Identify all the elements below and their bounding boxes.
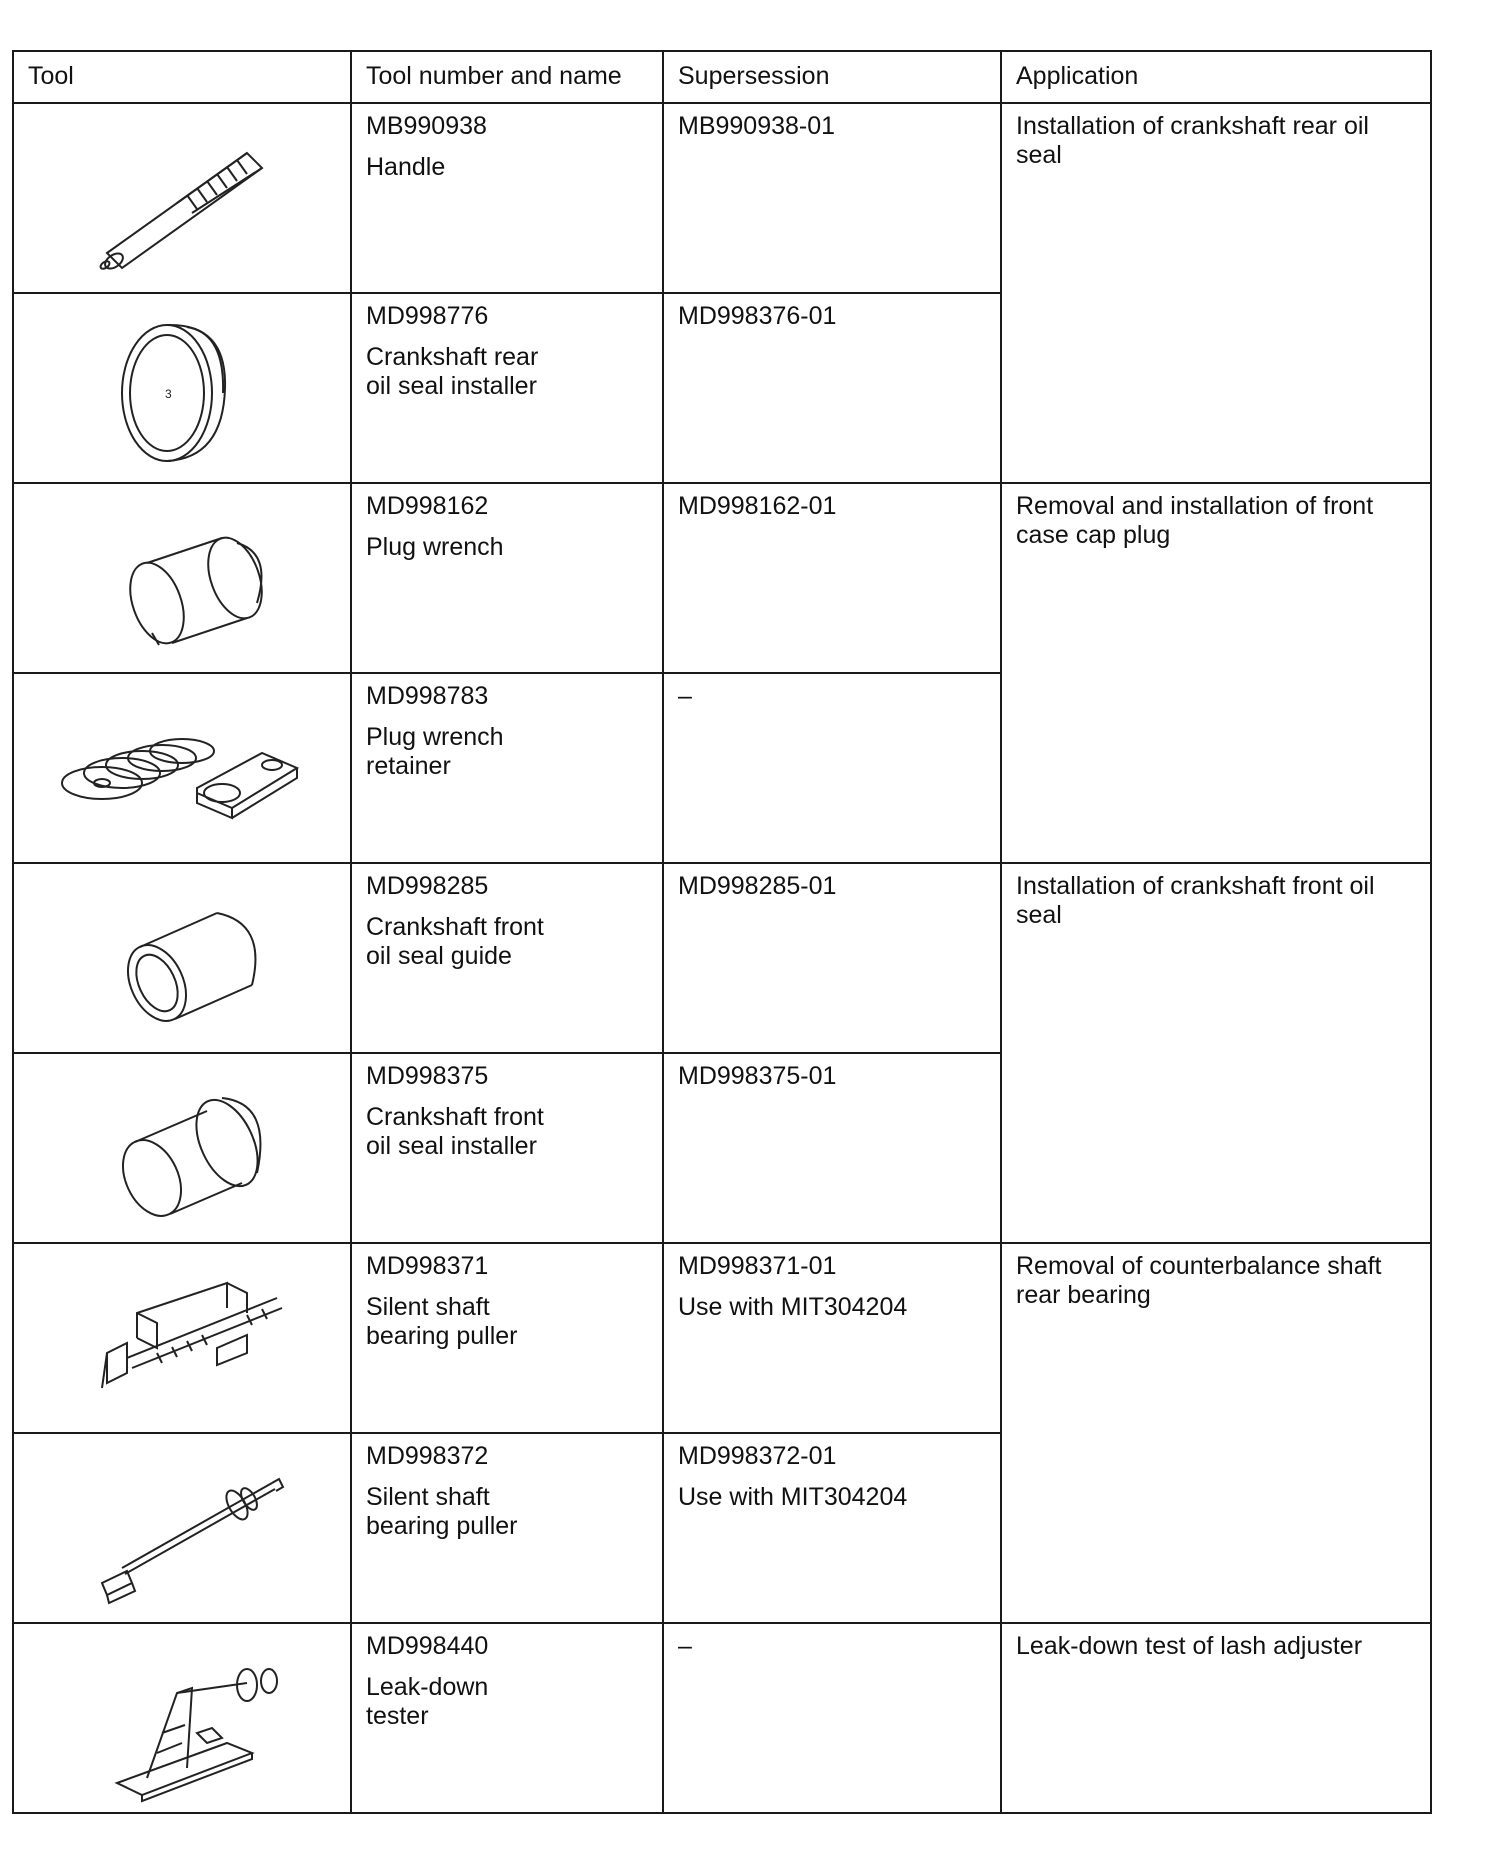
supersession-cell — [663, 483, 1001, 673]
tool-number-and-name-cell — [351, 1243, 663, 1433]
tool-name: Crankshaft front oil seal installer — [366, 1103, 544, 1160]
silent-shaft-bearing-puller-rod-icon — [47, 1443, 317, 1613]
table-row — [13, 1623, 1431, 1813]
tool-number-and-name-cell — [351, 1433, 663, 1623]
supersession-number: MD998372-01 — [678, 1442, 837, 1470]
tool-illustration-cell — [13, 863, 351, 1053]
tool-illustration-cell — [13, 1053, 351, 1243]
tool-illustration-cell — [13, 673, 351, 863]
header-tool-number-and-name: Tool number and name — [351, 51, 663, 103]
supersession-cell — [663, 1243, 1001, 1433]
tool-number-and-name-cell — [351, 673, 663, 863]
table-row — [13, 103, 1431, 293]
tool-number-and-name-cell — [351, 483, 663, 673]
tool-number: MD998440 — [366, 1632, 489, 1660]
supersession-number: – — [678, 1632, 692, 1660]
application-cell: Installation of crankshaft rear oil seal — [1001, 103, 1431, 483]
crankshaft-front-oil-seal-installer-icon — [47, 1063, 317, 1233]
silent-shaft-bearing-puller-icon — [47, 1253, 317, 1423]
supersession-note: Use with MIT304204 — [678, 1293, 908, 1321]
table-row — [13, 483, 1431, 673]
tool-name: Silent shaft bearing puller — [366, 1483, 518, 1540]
tool-name: Handle — [366, 153, 446, 181]
tool-illustration-cell — [13, 1623, 351, 1813]
tool-illustration-cell — [13, 1243, 351, 1433]
supersession-note: Use with MIT304204 — [678, 1483, 908, 1511]
supersession-cell — [663, 1623, 1001, 1813]
tool-number: MD998162 — [366, 492, 489, 520]
table-row — [13, 863, 1431, 1053]
tool-number-and-name-cell — [351, 863, 663, 1053]
supersession-number: MD998375-01 — [678, 1062, 837, 1090]
tool-name: Plug wrench retainer — [366, 723, 504, 780]
handle-tool-icon — [47, 113, 317, 283]
application-cell: Leak-down test of lash adjuster — [1001, 1623, 1431, 1813]
supersession-number: MD998376-01 — [678, 302, 837, 330]
supersession-number: MD998371-01 — [678, 1252, 837, 1280]
supersession-cell — [663, 1053, 1001, 1243]
supersession-cell — [663, 293, 1001, 483]
header-tool: Tool — [13, 51, 351, 103]
tool-illustration-cell — [13, 293, 351, 483]
tool-name: Leak-down tester — [366, 1673, 489, 1730]
special-tools-table — [12, 50, 1432, 1814]
table-row — [13, 1243, 1431, 1433]
tool-name: Crankshaft front oil seal guide — [366, 913, 544, 970]
supersession-number: MD998162-01 — [678, 492, 837, 520]
supersession-cell — [663, 103, 1001, 293]
tool-number-and-name-cell — [351, 1053, 663, 1243]
tool-number: MD998285 — [366, 872, 489, 900]
tool-number-and-name-cell — [351, 1623, 663, 1813]
crankshaft-rear-oil-seal-installer-icon — [47, 303, 317, 473]
tool-number: MD998783 — [366, 682, 489, 710]
tool-number: MB990938 — [366, 112, 487, 140]
tool-illustration-cell — [13, 483, 351, 673]
application-cell: Removal and installation of front case cap plug — [1001, 483, 1431, 863]
tool-illustration-cell — [13, 103, 351, 293]
plug-wrench-icon — [47, 493, 317, 663]
tool-name: Crankshaft rear oil seal installer — [366, 343, 539, 400]
supersession-number: – — [678, 682, 692, 710]
application-cell: Installation of crankshaft front oil seal — [1001, 863, 1431, 1243]
svg-text:3: 3 — [165, 387, 172, 401]
supersession-number: MD998285-01 — [678, 872, 837, 900]
tool-number: MD998375 — [366, 1062, 489, 1090]
tool-number-and-name-cell — [351, 293, 663, 483]
crankshaft-front-oil-seal-guide-icon — [47, 873, 317, 1043]
table-header-row — [13, 51, 1431, 103]
special-tools-table-container — [12, 50, 1430, 1814]
supersession-number: MB990938-01 — [678, 112, 836, 140]
tool-number-and-name-cell — [351, 103, 663, 293]
tool-number: MD998776 — [366, 302, 489, 330]
supersession-cell — [663, 673, 1001, 863]
header-application: Application — [1001, 51, 1431, 103]
leak-down-tester-icon — [47, 1633, 317, 1803]
header-supersession: Supersession — [663, 51, 1001, 103]
plug-wrench-retainer-icon — [47, 683, 317, 853]
tool-number: MD998371 — [366, 1252, 489, 1280]
tool-name: Plug wrench — [366, 533, 504, 561]
tool-number: MD998372 — [366, 1442, 489, 1470]
tool-name: Silent shaft bearing puller — [366, 1293, 518, 1350]
supersession-cell — [663, 1433, 1001, 1623]
application-cell: Removal of counterbalance shaft rear bearing — [1001, 1243, 1431, 1623]
tool-illustration-cell — [13, 1433, 351, 1623]
supersession-cell — [663, 863, 1001, 1053]
